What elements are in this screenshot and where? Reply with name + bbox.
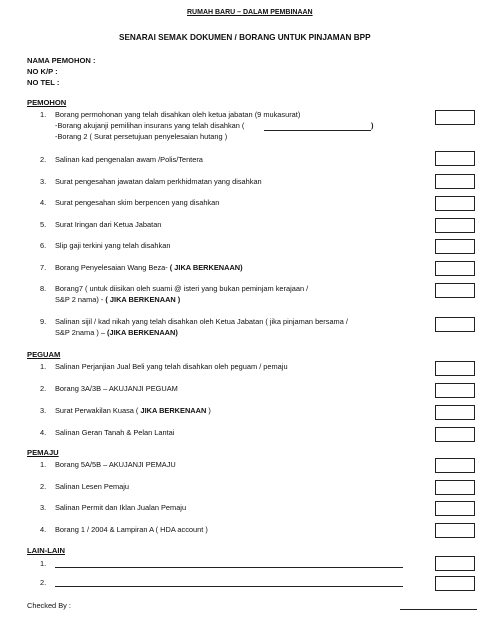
section-peguam-heading: PEGUAM — [27, 350, 61, 359]
pemohon-item-1-insurance-blank[interactable] — [264, 130, 371, 131]
pemohon-item-2-text: Salinan kad pengenalan awam /Polis/Tentera — [55, 155, 203, 164]
section-pemaju-heading: PEMAJU — [27, 448, 59, 457]
pemohon-item-2-checkbox[interactable] — [435, 151, 475, 166]
pemohon-item-9-plain: S&P 2nama ) – — [55, 328, 108, 337]
peguam-item-4-number: 4. — [40, 428, 47, 437]
pemohon-item-7-number: 7. — [40, 263, 47, 272]
pemohon-item-3-number: 3. — [40, 177, 47, 186]
pemohon-item-7-conditional: ( JIKA BERKENAAN) — [169, 263, 243, 272]
pemohon-item-8-conditional: ( JIKA BERKENAAN ) — [105, 295, 181, 304]
pemohon-item-8-checkbox[interactable] — [435, 283, 475, 298]
checked-by-signature-line[interactable] — [400, 609, 477, 610]
pemohon-item-5-number: 5. — [40, 220, 47, 229]
lain-item-2-blank-line[interactable] — [55, 586, 403, 587]
pemohon-item-9-checkbox[interactable] — [435, 317, 475, 332]
pemohon-item-8-plain: S&P 2 nama) - — [55, 295, 106, 304]
pemaju-item-2-checkbox[interactable] — [435, 480, 475, 495]
pemohon-item-5-checkbox[interactable] — [435, 218, 475, 233]
pemohon-item-8-number: 8. — [40, 284, 47, 293]
pemohon-item-9-line-2 — [55, 328, 178, 337]
pemohon-item-4-number: 4. — [40, 198, 47, 207]
pemohon-item-7-checkbox[interactable] — [435, 261, 475, 276]
peguam-item-4-text: Salinan Geran Tanah & Pelan Lantai — [55, 428, 175, 437]
lain-item-1-blank-line[interactable] — [55, 567, 403, 568]
pemohon-item-6-checkbox[interactable] — [435, 239, 475, 254]
peguam-item-1-text: Salinan Perjanjian Jual Beli yang telah disahkan oleh peguam / pemaju — [55, 362, 288, 371]
pemohon-item-8-line-1: Borang7 ( untuk diisikan oleh suami @ isteri yang bukan peminjam kerajaan / — [55, 284, 309, 293]
pemohon-item-7-plain: Borang Penyelesaian Wang Beza- — [55, 263, 170, 272]
peguam-item-2-text: Borang 3A/3B – AKUJANJI PEGUAM — [55, 384, 178, 393]
pemohon-item-1-line-2: -Borang akujanji pemilihan insurans yang telah disahkan ( — [55, 121, 245, 130]
pemohon-item-6-text: Slip gaji terkini yang telah disahkan — [55, 241, 171, 250]
applicant-kp-label: NO K/P : — [27, 67, 58, 76]
pemaju-item-4-number: 4. — [40, 525, 47, 534]
peguam-item-3-plain: Surat Perwakilan Kuasa ( — [55, 406, 141, 415]
pemaju-item-3-number: 3. — [40, 503, 47, 512]
pemaju-item-2-number: 2. — [40, 482, 47, 491]
applicant-name-label: NAMA PEMOHON : — [27, 56, 96, 65]
peguam-item-3-checkbox[interactable] — [435, 405, 475, 420]
pemaju-item-2-text: Salinan Lesen Pemaju — [55, 482, 129, 491]
pemohon-item-4-checkbox[interactable] — [435, 196, 475, 211]
peguam-item-3-number: 3. — [40, 406, 47, 415]
pemaju-item-4-text: Borang 1 / 2004 & Lampiran A ( HDA account ) — [55, 525, 208, 534]
peguam-item-3-text — [55, 406, 211, 415]
pemaju-item-1-checkbox[interactable] — [435, 458, 475, 473]
section-lain-lain-heading: LAIN-LAIN — [27, 546, 65, 555]
pemohon-item-7-text — [55, 263, 243, 272]
pemohon-item-4-text: Surat pengesahan skim berpencen yang disahkan — [55, 198, 220, 207]
checked-by-label: Checked By : — [27, 601, 71, 610]
pemohon-item-1-checkbox[interactable] — [435, 110, 475, 125]
peguam-item-1-number: 1. — [40, 362, 47, 371]
pemaju-item-1-text: Borang 5A/5B – AKUJANJI PEMAJU — [55, 460, 176, 469]
lain-item-2-checkbox[interactable] — [435, 576, 475, 591]
pemohon-item-6-number: 6. — [40, 241, 47, 250]
pemohon-item-9-number: 9. — [40, 317, 47, 326]
pemaju-item-3-text: Salinan Permit dan Iklan Jualan Pemaju — [55, 503, 187, 512]
peguam-item-2-checkbox[interactable] — [435, 383, 475, 398]
pemohon-item-5-text: Surat Iringan dari Ketua Jabatan — [55, 220, 162, 229]
section-pemohon-heading: PEMOHON — [27, 98, 67, 107]
peguam-item-3-conditional: JIKA BERKENAAN — [140, 406, 207, 415]
peguam-item-3-after: ) — [206, 406, 211, 415]
lain-item-2-number: 2. — [40, 578, 47, 587]
pemohon-item-3-checkbox[interactable] — [435, 174, 475, 189]
pemohon-item-9-conditional: (JIKA BERKENAAN) — [107, 328, 178, 337]
document-header: RUMAH BARU – DALAM PEMBINAAN — [187, 9, 313, 16]
pemohon-item-3-text: Surat pengesahan jawatan dalam perkhidmatan yang disahkan — [55, 177, 262, 186]
peguam-item-2-number: 2. — [40, 384, 47, 393]
pemaju-item-4-checkbox[interactable] — [435, 523, 475, 538]
pemohon-item-1-line-3: -Borang 2 ( Surat persetujuan penyelesaian hutang ) — [55, 132, 228, 141]
pemohon-item-2-number: 2. — [40, 155, 47, 164]
lain-item-1-checkbox[interactable] — [435, 556, 475, 571]
pemohon-item-1-line-1: Borang permohonan yang telah disahkan oleh ketua jabatan (9 mukasurat) — [55, 110, 301, 119]
document-title: SENARAI SEMAK DOKUMEN / BORANG UNTUK PINJAMAN BPP — [119, 33, 371, 42]
pemohon-item-8-line-2 — [55, 295, 180, 304]
applicant-tel-label: NO TEL : — [27, 78, 60, 87]
pemohon-item-1-close-paren: ) — [371, 121, 374, 130]
peguam-item-4-checkbox[interactable] — [435, 427, 475, 442]
pemaju-item-1-number: 1. — [40, 460, 47, 469]
pemohon-item-9-line-1: Salinan sijil / kad nikah yang telah disahkan oleh Ketua Jabatan ( jika pinjaman bersama / — [55, 317, 348, 326]
peguam-item-1-checkbox[interactable] — [435, 361, 475, 376]
pemaju-item-3-checkbox[interactable] — [435, 501, 475, 516]
pemohon-item-1-number: 1. — [40, 110, 47, 119]
lain-item-1-number: 1. — [40, 559, 47, 568]
